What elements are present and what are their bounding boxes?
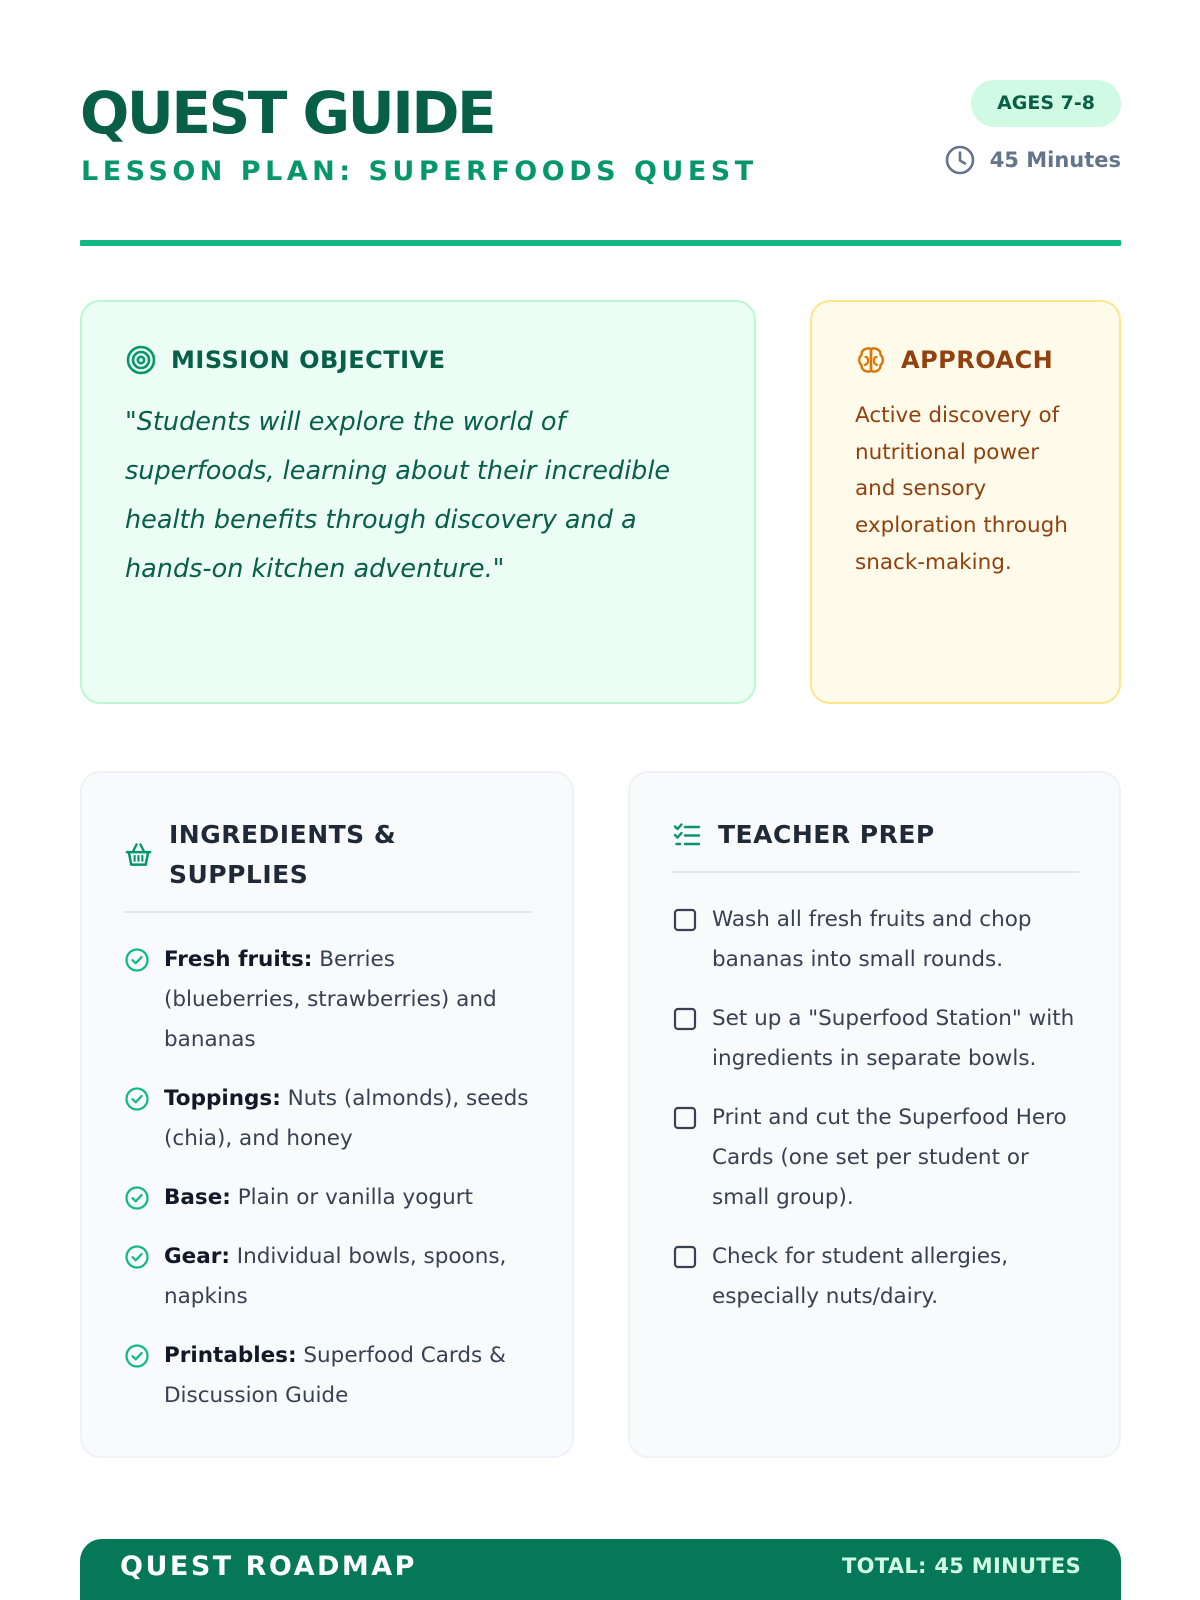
- checkbox-icon[interactable]: [672, 907, 698, 933]
- check-circle-icon: [124, 1244, 150, 1270]
- header: [80, 80, 1121, 246]
- ingredients-list: [124, 940, 532, 1416]
- quest-roadmap-banner: [80, 1539, 1121, 1600]
- list-item-text: [164, 940, 532, 1060]
- duration-label: 45 Minutes: [989, 148, 1121, 172]
- checkbox-icon[interactable]: [672, 1105, 698, 1131]
- item-label: Toppings:: [164, 1086, 281, 1111]
- list-item: [124, 1079, 532, 1159]
- item-text: Berries (blueberries, strawberries) and bananas: [164, 947, 497, 1052]
- list-item: [124, 940, 532, 1060]
- item-label: Printables:: [164, 1343, 297, 1368]
- check-circle-icon: [124, 1343, 150, 1369]
- ingredients-heading: INGREDIENTS & SUPPLIES: [168, 820, 397, 889]
- teacher-prep-card: [628, 771, 1121, 1458]
- prep-heading: TEACHER PREP: [718, 820, 935, 849]
- objective-quote: "Students will explore the world of superfoods, learning about their incredible health benefits through discovery and a hands-on kitchen adventure.": [125, 406, 671, 584]
- list-item: [124, 1237, 532, 1317]
- item-label: Gear:: [164, 1244, 230, 1269]
- basket-icon: [124, 840, 153, 870]
- checklist-item[interactable]: [672, 999, 1079, 1079]
- list-item: [124, 1336, 532, 1416]
- list-item-text: [164, 1079, 532, 1159]
- item-text: Nuts (almonds), seeds (chia), and honey: [164, 1086, 529, 1151]
- ingredients-card: [80, 771, 574, 1458]
- list-item-text: [164, 1237, 532, 1317]
- roadmap-total: TOTAL: 45 MINUTES: [842, 1554, 1081, 1578]
- checklist-item[interactable]: [672, 1098, 1079, 1218]
- roadmap-title: QUEST ROADMAP: [120, 1551, 417, 1582]
- mission-objective-card: [80, 300, 756, 704]
- page-title: QUEST GUIDE: [80, 79, 495, 147]
- approach-card: [810, 300, 1121, 704]
- header-divider: [80, 240, 1121, 246]
- item-text: Superfood Cards & Discussion Guide: [164, 1343, 506, 1408]
- objective-heading: MISSION OBJECTIVE: [171, 346, 446, 374]
- item-label: Base:: [164, 1185, 231, 1210]
- checklist-item-text: Wash all fresh fruits and chop bananas into small rounds.: [712, 907, 1032, 972]
- check-circle-icon: [124, 1185, 150, 1211]
- check-circle-icon: [124, 1086, 150, 1112]
- checklist-icon: [672, 820, 702, 850]
- checklist-item-text: Check for student allergies, especially nuts/dairy.: [712, 1244, 1009, 1309]
- list-item: [124, 1178, 532, 1218]
- checklist-item[interactable]: [672, 900, 1079, 980]
- target-icon: [125, 344, 157, 376]
- item-text: Plain or vanilla yogurt: [230, 1185, 473, 1210]
- prep-checklist: [672, 900, 1079, 1317]
- page-subtitle: LESSON PLAN: SUPERFOODS QUEST: [81, 156, 758, 187]
- brain-icon: [855, 344, 887, 376]
- checklist-item-text: Print and cut the Superfood Hero Cards (one set per student or small group).: [712, 1105, 1067, 1210]
- approach-body: Active discovery of nutritional power and sensory exploration through snack-making.: [855, 402, 1068, 575]
- checkbox-icon[interactable]: [672, 1006, 698, 1032]
- item-label: Fresh fruits:: [164, 947, 313, 972]
- checklist-item[interactable]: [672, 1237, 1079, 1317]
- clock-icon: [944, 144, 976, 176]
- checkbox-icon[interactable]: [672, 1244, 698, 1270]
- check-circle-icon: [124, 947, 150, 973]
- list-item-text: [164, 1336, 532, 1416]
- item-text: Individual bowls, spoons, napkins: [164, 1244, 507, 1309]
- duration: [944, 143, 1121, 177]
- checklist-item-text: Set up a "Superfood Station" with ingredients in separate bowls.: [712, 1006, 1075, 1071]
- approach-heading: APPROACH: [901, 346, 1054, 374]
- list-item-text: [164, 1178, 473, 1218]
- age-badge: AGES 7-8: [971, 80, 1121, 127]
